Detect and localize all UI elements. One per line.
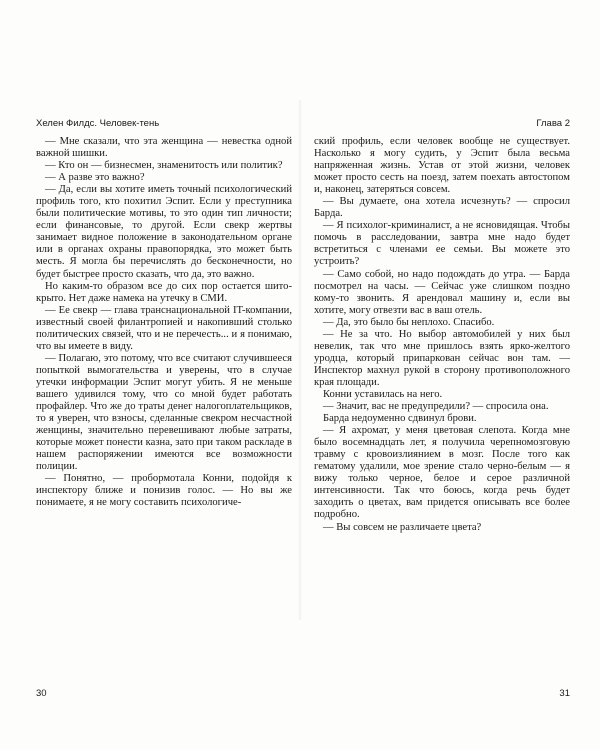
left-running-head: Хелен Филдс. Человек-тень xyxy=(36,118,160,129)
paragraph: — Понятно, — пробормотала Конни, подойдя к инспектору ближе и понизив голос. — Но вы же понимаете, я не могу составить психологиче- xyxy=(36,473,292,509)
right-running-head: Глава 2 xyxy=(536,118,570,129)
right-page-text xyxy=(314,136,570,534)
paragraph: — Значит, вас не предупредили? — спросила она. xyxy=(323,401,549,413)
paragraph: — Само собой, но надо подождать до утра. — Барда посмотрел на часы. — Сейчас уже слишком поздно кому-то звонить. Я арендовал машину и, если вы хотите, могу отвезти вас в ваш отель. xyxy=(314,268,570,316)
left-page-text xyxy=(36,136,292,509)
paragraph: Конни уставилась на него. xyxy=(323,388,443,400)
paragraph: Барда недоуменно сдвинул брови. xyxy=(323,413,477,425)
paragraph: — Да, это было бы неплохо. Спасибо. xyxy=(323,316,495,328)
left-page-number: 30 xyxy=(36,688,47,699)
paragraph: Но каким-то образом все до сих пор остается шито-крыто. Нет даже намека на утечку в СМИ. xyxy=(36,280,292,304)
paragraph: — Не за что. Но выбор автомобилей у них был невелик, так что мне пришлось взять ярко-желтого уродца, который припаркован сейчас вон там. — Инспектор махнул рукой в сторону противоположного края площади. xyxy=(314,328,570,388)
paragraph: — Кто он — бизнесмен, знаменитость или политик? xyxy=(45,160,283,172)
book-gutter xyxy=(298,100,302,620)
paragraph: — Вы думаете, она хотела исчезнуть? — спросил Барда. xyxy=(314,196,570,220)
paragraph: — Я психолог-криминалист, а не ясновидящая. Чтобы помочь в расследовании, завтра мне надо будет встретиться с членами ее семьи. Вы можете это устроить? xyxy=(314,220,570,268)
right-page-number: 31 xyxy=(559,688,570,699)
paragraph: — А разве это важно? xyxy=(45,172,145,184)
left-page xyxy=(36,118,292,699)
paragraph: ский профиль, если человек вообще не существует. Насколько я могу судить, у Эспит была весьма напряженная жизнь. Устав от этой жизни, человек может просто сесть на поезд, затем поехать автостопом и, наконец, затеряться совсем. xyxy=(314,136,570,196)
paragraph: — Мне сказали, что эта женщина — невестка одной важной шишки. xyxy=(36,136,292,160)
paragraph: — Ее свекр — глава транснациональной IT-компании, известный своей филантропией и накопивший столько политических связей, что и не перечесть... и я понимаю, что вы имеете в виду. xyxy=(36,304,292,352)
paragraph: — Да, если вы хотите иметь точный психологический профиль того, кто похитил Эспит. Если у преступника были политические мотивы, то это один тип личности; если финансовые, то другой. Если свекр жертвы занимает видное положение в законодательном органе или в органах охраны правопорядка, это может быть месть. Я могла бы перечислять до бесконечности, но будет быстрее просто сказать, что да, это важно. xyxy=(36,184,292,280)
paragraph: — Полагаю, это потому, что все считают случившееся попыткой вымогательства и уверены, что в случае утечки информации Эспит могут убить. Я не меньше вашего удивился тому, что со мной будет работать профайлер. Что же до траты денег налогоплательщиков, то я уверен, что взносы, сделанные свекром несчастной женщины, значительно перевешивают любые затраты, которые может понести казна, зато при таком раскладе в нашем распоряжении имеются все возможности полиции. xyxy=(36,352,292,473)
paragraph: — Я ахромат, у меня цветовая слепота. Когда мне было восемнадцать лет, я получила черепномозговую травму с кровоизлиянием в мозг. После того как гематому удалили, мое зрение стало черно-белым — я вижу только черное, белое и серое различной интенсивности. Так что боюсь, когда речь будет заходить о цветах, вам придется описывать все более подробно. xyxy=(314,425,570,521)
paragraph: — Вы совсем не различаете цвета? xyxy=(323,521,482,533)
right-page xyxy=(314,118,570,699)
